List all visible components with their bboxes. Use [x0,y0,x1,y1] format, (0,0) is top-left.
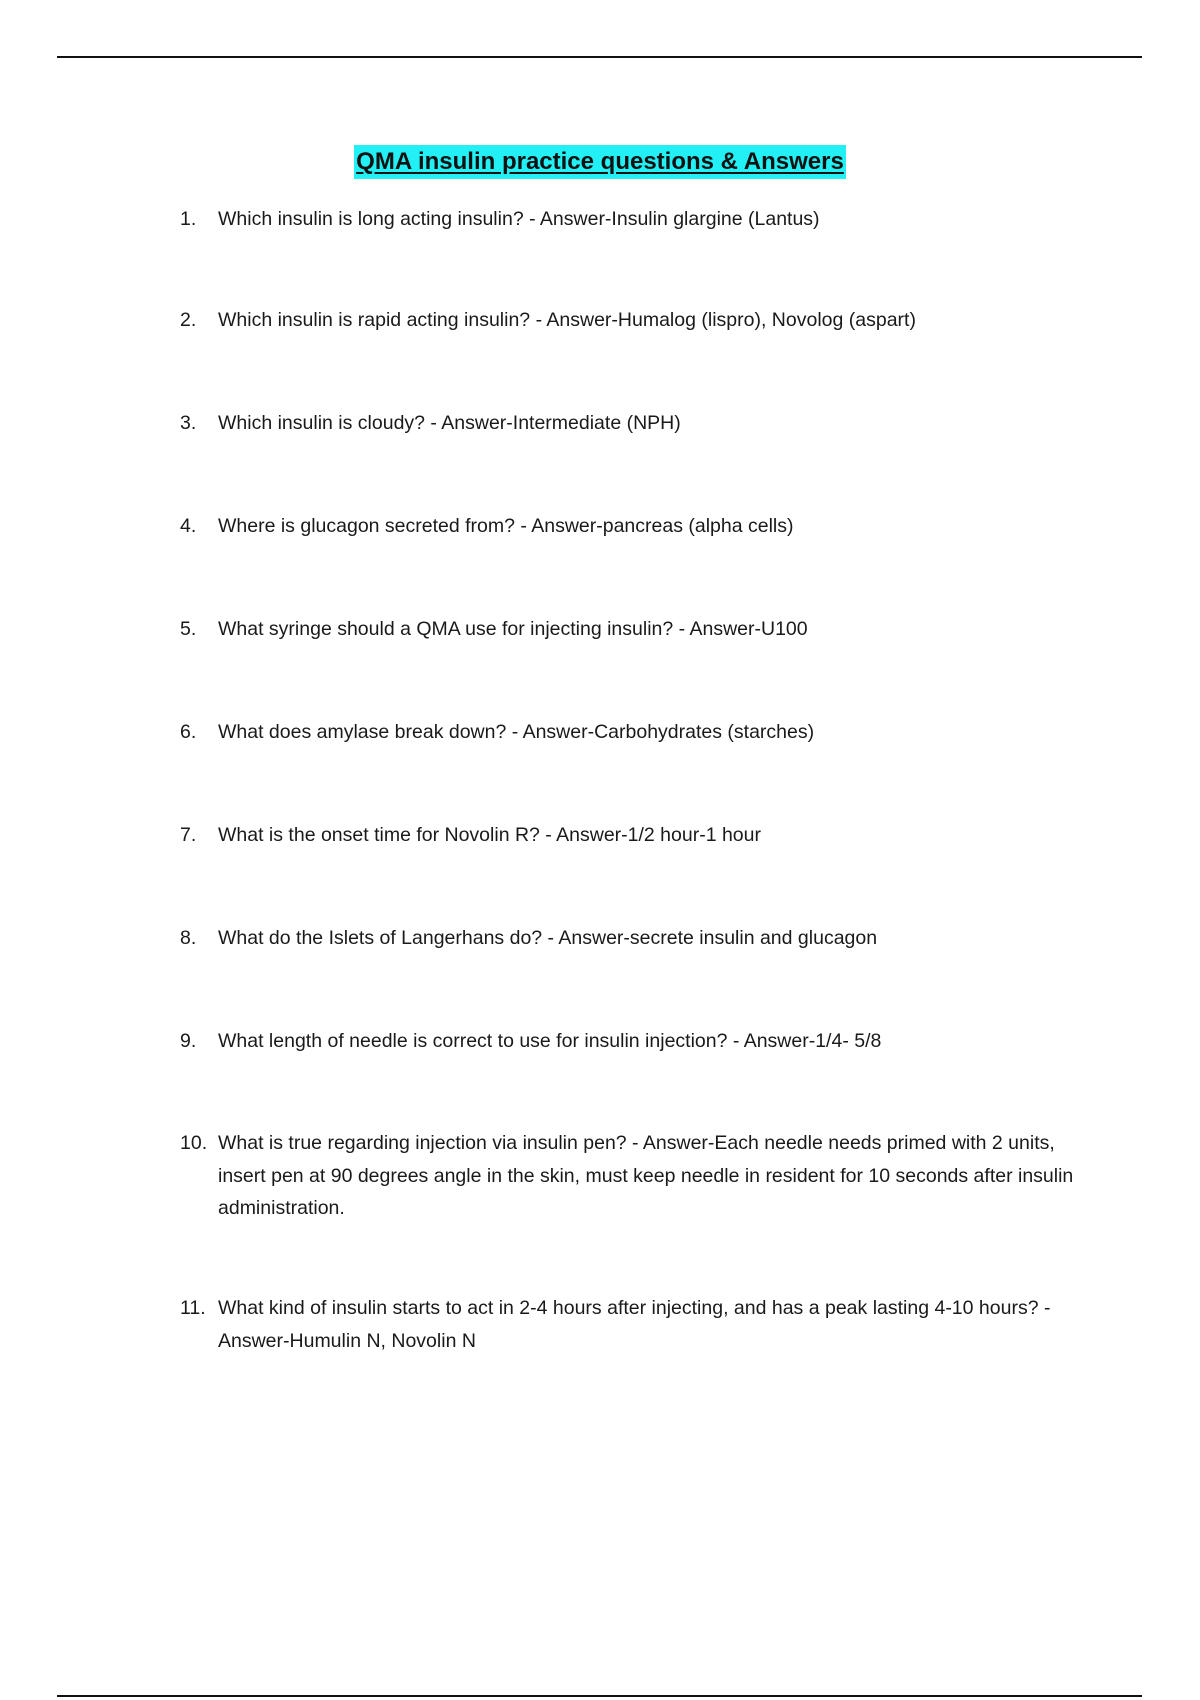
question-number: 8. [180,927,197,949]
question-item [180,1292,1100,1357]
question-text: What do the Islets of Langerhans do? - Answer-secrete insulin and glucagon [218,927,878,949]
question-number: 3. [180,412,197,434]
question-number: 5. [180,618,197,640]
question-item [180,819,1100,852]
question-item [180,1127,1100,1225]
question-item [180,922,1100,955]
question-item [180,407,1100,440]
question-text: Which insulin is cloudy? - Answer-Intermediate (NPH) [218,412,681,434]
question-item [180,510,1100,543]
question-item [180,304,1100,337]
question-number: 11. [180,1297,206,1319]
question-text: What length of needle is correct to use for insulin injection? - Answer-1/4- 5/8 [218,1030,882,1052]
question-text: What is the onset time for Novolin R? - Answer-1/2 hour-1 hour [218,824,761,846]
question-number: 1. [180,208,197,230]
question-text: Which insulin is long acting insulin? - Answer-Insulin glargine (Lantus) [218,208,820,230]
question-number: 7. [180,824,197,846]
question-number: 9. [180,1030,197,1052]
question-text: What syringe should a QMA use for injecting insulin? - Answer-U100 [218,618,808,640]
question-text: Where is glucagon secreted from? - Answer-pancreas (alpha cells) [218,515,794,537]
question-item [180,613,1100,646]
bottom-divider [57,1695,1142,1697]
question-number: 4. [180,515,197,537]
question-text: Which insulin is rapid acting insulin? - Answer-Humalog (lispro), Novolog (aspart) [218,309,916,331]
question-text: What does amylase break down? - Answer-Carbohydrates (starches) [218,721,815,743]
question-item [180,1025,1100,1058]
question-item [180,203,1100,236]
title-container [0,145,1200,179]
question-item [180,716,1100,749]
question-number: 6. [180,721,197,743]
top-divider [57,56,1142,58]
question-number: 10. [180,1132,208,1154]
question-text: What kind of insulin starts to act in 2-4 hours after injecting, and has a peak lasting 4-10 hours? - Answer-Humulin N, Novolin N [218,1297,1051,1352]
question-text: What is true regarding injection via insulin pen? - Answer-Each needle needs primed with 2 units, insert pen at 90 degrees angle in the skin, must keep needle in resident for 10 seconds after insulin administration. [218,1132,1074,1219]
question-number: 2. [180,309,197,331]
page-title: QMA insulin practice questions & Answers [354,145,846,179]
